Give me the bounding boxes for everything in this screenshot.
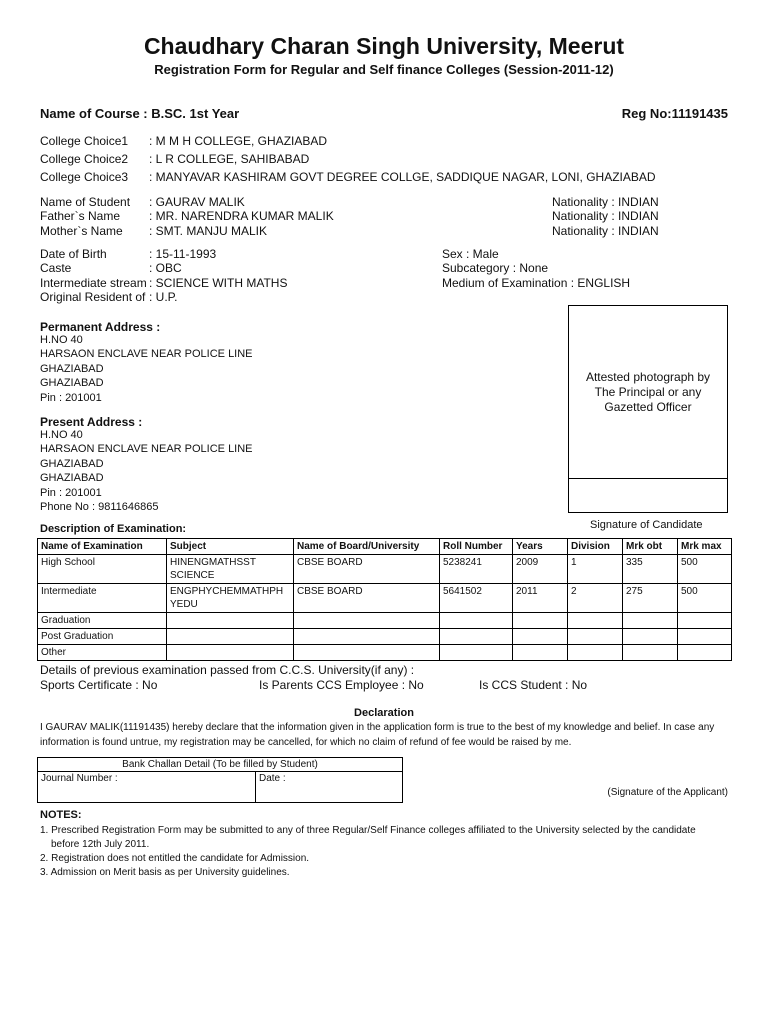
challan-date-field: Date :: [256, 772, 403, 803]
present-address-line: HARSAON ENCLAVE NEAR POLICE LINE: [40, 443, 253, 455]
college-choice-1-value: : M M H COLLEGE, GHAZIABAD: [149, 134, 328, 148]
exam-name: Intermediate: [38, 584, 167, 613]
column-header: Years: [513, 539, 568, 555]
exam-marks-obtained: 275: [623, 584, 678, 613]
examination-table: [37, 538, 732, 661]
exam-board: CBSE BOARD: [294, 584, 440, 613]
exam-division: 1: [568, 555, 623, 584]
father-name-label: Father`s Name: [40, 209, 121, 223]
college-choice-2-label: College Choice2: [40, 152, 129, 166]
exam-division: 2: [568, 584, 623, 613]
registration-number: Reg No:11191435: [621, 106, 728, 121]
table-row: [38, 645, 732, 661]
note-item: 2. Registration does not entitled the candidate for Admission.: [40, 853, 310, 864]
caste-value: : OBC: [149, 261, 182, 275]
exam-subject: [167, 613, 294, 629]
present-address-heading: Present Address :: [40, 415, 143, 429]
college-choice-3-value: : MANYAVAR KASHIRAM GOVT DEGREE COLLGE, SADDIQUE NAGAR, LONI, GHAZIABAD: [149, 170, 656, 184]
exam-name: Other: [38, 645, 167, 661]
mother-nationality: Nationality : INDIAN: [552, 224, 659, 238]
present-address-line: H.NO 40: [40, 429, 83, 441]
permanent-address-pin: Pin : 201001: [40, 392, 102, 404]
applicant-signature-label: (Signature of the Applicant): [607, 787, 728, 798]
photograph-instructions: Attested photograph by The Principal or any Gazetted Officer: [585, 370, 711, 414]
present-address-pin: Pin : 201001: [40, 487, 102, 499]
column-header: Subject: [167, 539, 294, 555]
student-nationality: Nationality : INDIAN: [552, 195, 659, 209]
intermediate-stream-label: Intermediate stream: [40, 276, 147, 290]
parents-ccs-employee: Is Parents CCS Employee : No: [259, 678, 424, 692]
note-item: 3. Admission on Merit basis as per University guidelines.: [40, 867, 290, 878]
caste-label: Caste: [40, 261, 72, 275]
notes-heading: NOTES:: [40, 809, 82, 821]
student-name-label: Name of Student: [40, 195, 131, 209]
college-choice-3-label: College Choice3: [40, 170, 129, 184]
photograph-box: [568, 305, 728, 513]
column-header: Name of Examination: [38, 539, 167, 555]
exam-name: Post Graduation: [38, 629, 167, 645]
exam-roll: 5238241: [440, 555, 513, 584]
note-item: 1. Prescribed Registration Form may be submitted to any of three Regular/Self Finance colleges affiliated to the University selected by the candidate: [40, 825, 696, 836]
course-name: Name of Course : B.SC. 1st Year: [40, 106, 240, 121]
permanent-address-line: GHAZIABAD: [40, 363, 104, 375]
exam-year: 2011: [513, 584, 568, 613]
exam-year: 2009: [513, 555, 568, 584]
exam-subject: ENGPHYCHEMMATHPH YEDU: [167, 584, 294, 613]
bank-challan-table: [37, 757, 403, 803]
exam-marks-obtained: 335: [623, 555, 678, 584]
sports-certificate: Sports Certificate : No: [40, 678, 158, 692]
previous-exam-details: Details of previous examination passed from C.C.S. University(if any) :: [40, 663, 415, 677]
exam-marks-max: 500: [678, 555, 732, 584]
column-header: Mrk obt: [623, 539, 678, 555]
permanent-address-line: HARSAON ENCLAVE NEAR POLICE LINE: [40, 348, 253, 360]
candidate-signature-box: [569, 478, 727, 512]
column-header: Division: [568, 539, 623, 555]
exam-subject: HINENGMATHSST SCIENCE: [167, 555, 294, 584]
college-choice-2-value: : L R COLLEGE, SAHIBABAD: [149, 152, 310, 166]
father-nationality: Nationality : INDIAN: [552, 209, 659, 223]
candidate-signature-label: Signature of Candidate: [590, 519, 703, 531]
exam-board: CBSE BOARD: [294, 555, 440, 584]
original-resident-label: Original Resident of: [40, 290, 146, 304]
column-header: Roll Number: [440, 539, 513, 555]
medium-of-examination: Medium of Examination : ENGLISH: [442, 276, 631, 290]
exam-description-heading: Description of Examination:: [40, 523, 187, 535]
exam-name: High School: [38, 555, 167, 584]
column-header: Mrk max: [678, 539, 732, 555]
permanent-address-line: H.NO 40: [40, 334, 83, 346]
permanent-address-line: GHAZIABAD: [40, 377, 104, 389]
declaration-text: I GAURAV MALIK(11191435) hereby declare that the information given in the application form is true to the best of my knowledge and belief. In case any information is found untrue, my registration may be cancelled, for which no claim of refund of fee would be raised by me.: [40, 722, 715, 748]
subcategory-value: Subcategory : None: [442, 261, 549, 275]
declaration-heading: Declaration: [354, 707, 414, 719]
exam-subject: [167, 645, 294, 661]
intermediate-stream-value: : SCIENCE WITH MATHS: [149, 276, 288, 290]
present-address-line: GHAZIABAD: [40, 472, 104, 484]
college-choice-1-label: College Choice1: [40, 134, 129, 148]
original-resident-value: : U.P.: [149, 290, 178, 304]
bank-challan-title: Bank Challan Detail (To be filled by Student): [38, 758, 403, 772]
university-title: Chaudhary Charan Singh University, Meerut: [143, 33, 625, 59]
table-header-row: [38, 539, 732, 555]
phone-number: Phone No : 9811646865: [40, 501, 159, 513]
mother-name-label: Mother`s Name: [40, 224, 123, 238]
table-row: [38, 584, 732, 613]
table-row: [38, 629, 732, 645]
mother-name-value: : SMT. MANJU MALIK: [149, 224, 268, 238]
dob-label: Date of Birth: [40, 247, 107, 261]
table-row: [38, 555, 732, 584]
student-name-value: : GAURAV MALIK: [149, 195, 245, 209]
exam-subject: [167, 629, 294, 645]
sex-value: Sex : Male: [442, 247, 499, 261]
permanent-address-heading: Permanent Address :: [40, 320, 161, 334]
is-ccs-student: Is CCS Student : No: [479, 678, 588, 692]
exam-marks-max: 500: [678, 584, 732, 613]
dob-value: : 15-11-1993: [149, 247, 217, 261]
note-item: before 12th July 2011.: [51, 839, 150, 850]
table-row: [38, 613, 732, 629]
father-name-value: : MR. NARENDRA KUMAR MALIK: [149, 209, 334, 223]
column-header: Name of Board/University: [294, 539, 440, 555]
form-subtitle: Registration Form for Regular and Self finance Colleges (Session-2011-12): [154, 62, 614, 77]
present-address-line: GHAZIABAD: [40, 458, 104, 470]
exam-roll: 5641502: [440, 584, 513, 613]
journal-number-field: Journal Number :: [38, 772, 256, 803]
exam-name: Graduation: [38, 613, 167, 629]
